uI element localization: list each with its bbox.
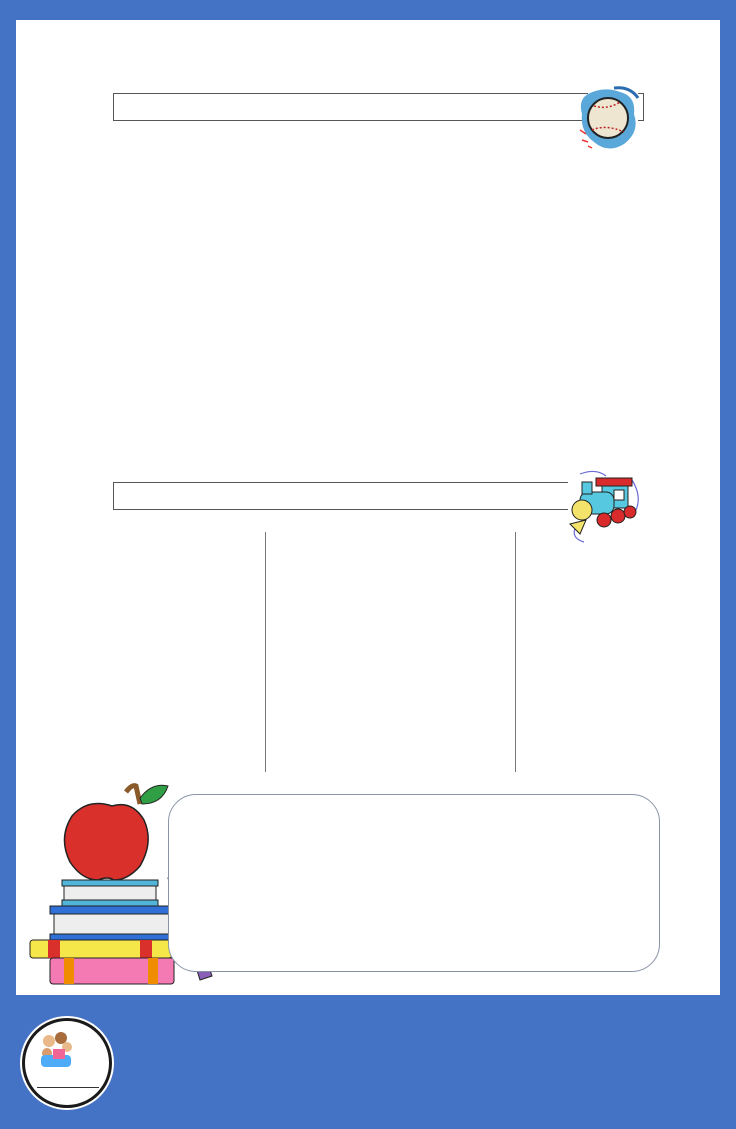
section-b-letters-bar	[113, 93, 588, 121]
kids-icon	[39, 1031, 75, 1069]
column-divider-1	[265, 532, 266, 772]
column-divider-2	[515, 532, 516, 772]
flower-border-top	[30, 20, 700, 50]
section-ai-letters-bar	[113, 482, 568, 510]
baseball-icon	[574, 84, 644, 158]
flower-border-right	[692, 44, 718, 964]
logo-divider	[37, 1087, 99, 1088]
primarily-learning-logo	[22, 1018, 112, 1108]
title-box	[168, 794, 660, 972]
train-icon	[566, 466, 646, 550]
